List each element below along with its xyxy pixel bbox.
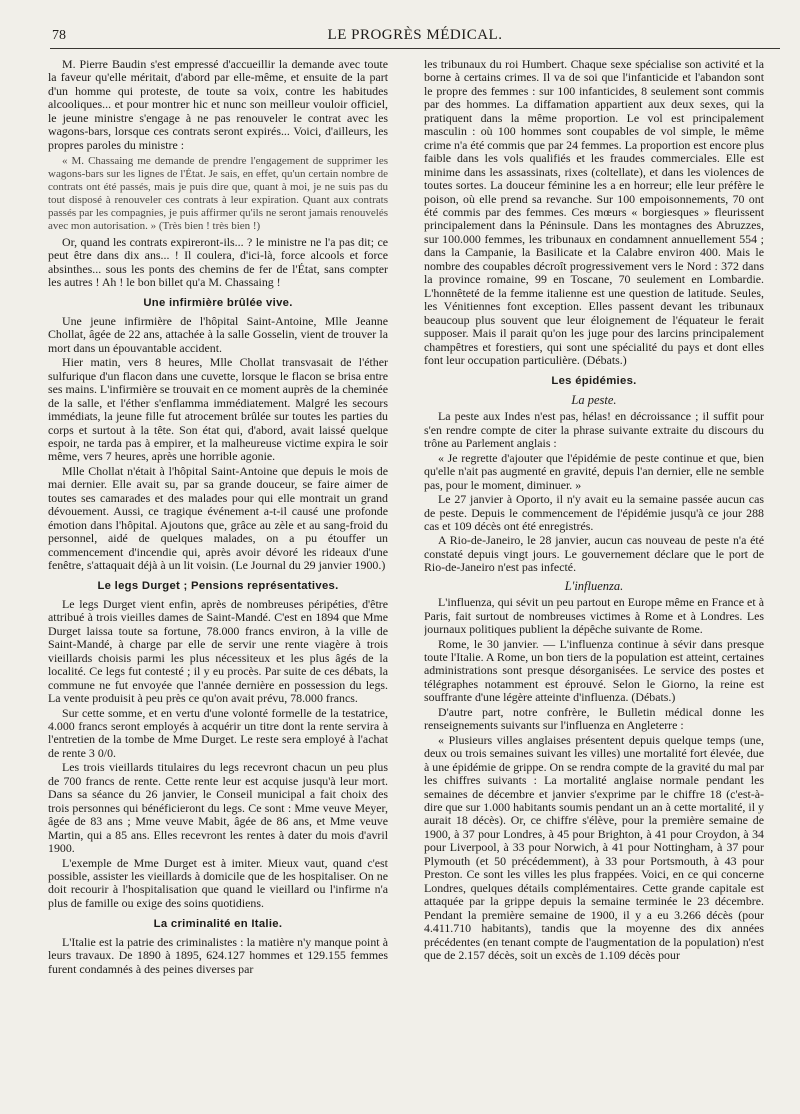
paragraph: les tribunaux du roi Humbert. Chaque sexe spécialise son activité et la borne à certains crimes. Il va de soi que l'infanticide et l'abandon sont le propre des femmes : sur 100 infanticides, 8 seulement sont commis par des hommes. La diffamation appartient aux deux sexes, qui la pratiquent dans la même proportion. Le vol est principalement masculin : où 100 hommes sont coupables de vol simple, le même crime n'a été commis que par 24 femmes. La proportion est encore plus faible dans les vols qualifiés et les fraudes commerciales. Elle est minime dans les assassinats, rixes (coltellate), et dans les violences de toutes sortes. La douceur féminine les a en horreur; elle leur préfère le poison, où elle prend sa revanche. Sur 100 empoisonnements, 70 ont été commis par des femmes. Ces mœurs « borgiesques » fleurissent principalement dans la Péninsule. Dans les montagnes des Abruzzes, sur 100.000 femmes, les tribunaux en condamnent annuellement 554 ; dans la Campanie, la Basilicate et la Calabre environ 400. Mais le nombre des coupables décroît progressivement vers le Nord : 372 dans la province romaine, 99 en Toscane, 70 seulement en Lombardie. L'honnêteté de la femme italienne est une question de latitude. Seules, les Vénitiennes font exception. Elles passent devant les tribunaux beaucoup plus souvent que leur éloignement de l'équateur le ferait supposer. Mais il parait qu'on les juge pour des larcins principalement champêtres et forestiers, qui sont une spécialité du pays et dont elles font leur occupation particulière. (Débats.) <box>424 58 764 367</box>
right-column <box>424 58 764 1098</box>
paragraph: L'influenza, qui sévit un peu partout en Europe même en France et à Paris, fait surtout de nombreuses victimes à Rome et à Londres. Les journaux politiques publient la dépêche suivante de Rome. <box>424 595 764 637</box>
page-header <box>50 26 780 49</box>
paragraph: Une jeune infirmière de l'hôpital Saint-Antoine, Mlle Jeanne Chollat, âgée de 22 ans, attachée à la salle Gosselin, vient de trouver la mort dans un épouvantable accident. <box>48 313 388 355</box>
paragraph: « Plusieurs villes anglaises présentent depuis quelque temps (une, deux ou trois semaines suivant les villes) une mortalité fort élevée, due à une épidémie de grippe. On se rendra compte de la gravité du mal par les chiffres suivants : La mortalité anglaise normale pendant les semaines de décembre et janvier s'exprime par le chiffre 18 (c'est-à-dire que sur 1.000 habitants soumis pendant un an à cette mortalité, il y aurait 18 décès). Or, ce chiffre s'élève, pour la première semaine de 1900, à 37 pour Londres, à 45 pour Brighton, à 41 pour Croydon, à 34 pour Liverpool, à 33 pour Norwich, à 41 pour Nottingham, à 37 pour Plymouth (et 50 précédemment), à 33 pour Portsmouth, à 43 pour Preston. Ce sont les villes les plus frappées. Voici, en ce qui concerne Londres, quelques détails complémentaires. Cette grande capitale est attaquée par la grippe depuis la semaine terminée le 23 décembre. Pendant la première semaine de 1900, il y a eu 3.266 décès (pour 4.411.710 habitants), tandis que la moyenne des dix années précédentes (en tenant compte de l'augmentation de la population) n'est que de 2.157 décès, soit un excès de 1.109 décès pour <box>424 732 764 962</box>
paragraph: Or, quand les contrats expireront-ils... ? le ministre ne l'a pas dit; ce peut être dans dix ans... ! Il coulera, d'ici-là, force alcools et force absinthes... sous les ponts des chemins de fer de l'État, sans compter les autres ! Ah ! le bon billet qu'a M. Chassaing ! <box>48 234 388 289</box>
paragraph: Mlle Chollat n'était à l'hôpital Saint-Antoine que depuis le mois de mai dernier. Elle avait su, par sa grande douceur, se faire aimer de toutes ses camarades et des malades pour qui elle montrait un grand dévouement. Aussi, ce tragique événement a-t-il causé une profonde émotion dans l'hôpital. Ajoutons que, grâce au zèle et au sang-froid du personnel, aidé de quelques malades, on a pu étouffer un commencement d'incendie qui, après avoir dévoré les rideaux d'une fenêtre, s'attaquait déjà à un lit voisin. (Le Journal du 29 janvier 1900.) <box>48 463 388 573</box>
left-column <box>48 58 388 1098</box>
paragraph: Sur cette somme, et en vertu d'une volonté formelle de la testatrice, 4.000 francs seront employés à acquérir un titre dont la rente servira à l'entretien de la tombe de Mme Durget. Le reste sera employé à l'achat de rente 3 0/0. <box>48 705 388 760</box>
paragraph: « Je regrette d'ajouter que l'épidémie de peste continue et que, bien qu'elle n'ait pas augmenté en gravité, depuis l'an dernier, elle ne semble pas, pour le moment, diminuer. » <box>424 450 764 492</box>
section-heading: Une infirmière brûlée vive. <box>143 297 293 310</box>
subsection-heading: L'influenza. <box>564 578 624 593</box>
paragraph: Le legs Durget vient enfin, après de nombreuses péripéties, d'être attribué à trois vieilles dames de Saint-Mandé. C'est en 1894 que Mme Durget laissa toute sa fortune, 78.000 francs environ, à la ville de Saint-Mandé, à charge par elle de servir une rente viagère à trois vieillards choisis parmi les plus nécessiteux et les plus âgés de la localité. Ce legs fut contesté ; il y eu procès. Par suite de ces débats, la commune ne fut envoyée que l'année dernière en possession du legs. La vente produisit à peu près ce qu'on avait prévu, 78.000 francs. <box>48 596 388 706</box>
paragraph: A Rio-de-Janeiro, le 28 janvier, aucun cas nouveau de peste n'a été constaté depuis vingt jours. Le gouvernement déclare que le port de Rio-de-Janeiro n'est pas infecté. <box>424 533 764 575</box>
paragraph: Les trois vieillards titulaires du legs recevront chacun un peu plus de 700 francs de rente. Cette rente leur est acquise jusqu'à leur mort. Dans sa séance du 26 janvier, le Conseil municipal a fait choix des trois personnes qui bénéficieront du legs. Ce sont : Mme veuve Meyer, âgée de 83 ans ; Mme veuve Mabit, âgée de 86 ans, et Mme veuve Martin, qui a 85 ans. Elles recevront les rentes à dater du mois d'avril 1900. <box>48 760 388 856</box>
section-heading: Le legs Durget ; Pensions représentatives. <box>97 580 339 593</box>
paragraph: L'Italie est la patrie des criminalistes : la matière n'y manque point à leurs travaux. De 1890 à 1895, 624.127 hommes et 129.155 femmes furent condamnés à des peines diverses par <box>48 934 388 976</box>
paragraph: Rome, le 30 janvier. — L'influenza continue à sévir dans presque toute l'Italie. A Rome, un bon tiers de la population est atteint, certaines administrations sont presque désorganisées. Le service des postes et télégraphes notamment est éprouvé. Selon le Giorno, la reine est souffrante d'une légère atteinte d'influenza. (Débats.) <box>424 636 764 705</box>
paragraph: La peste aux Indes n'est pas, hélas! en décroissance ; il suffit pour s'en rendre compte de citer la phrase suivante extraite du discours du trône au Parlement anglais : <box>424 409 764 451</box>
paragraph: L'exemple de Mme Durget est à imiter. Mieux vaut, quand c'est possible, assister les vieillards à domicile que de les hospitaliser. On ne doit recourir à l'hospitalisation que quand le vieillard ou l'infirme n'a plus de famille ou exige des soins quotidiens. <box>48 855 388 910</box>
paragraph: Hier matin, vers 8 heures, Mlle Chollat transvasait de l'éther sulfurique d'un flacon dans une cuvette, lorsque le flacon se brisa entre ses mains. L'infirmière se trouvait en ce moment auprès de la cheminée de la salle, et l'éther s'enflamma immédiatement. Malgré les secours immédiats, la jeune fille fut atrocement brûlée sur toutes les parties du corps et surtout à la tête. Son état qui, d'abord, avait laissé quelque espoir, ne tarda pas à empirer, et la malheureuse victime expira le soir même, vers 7 heures, après une horrible agonie. <box>48 355 388 464</box>
paragraph: D'autre part, notre confrère, le Bulletin médical donne les renseignements suivants sur l'influenza en Angleterre : <box>424 704 764 733</box>
section-heading: La criminalité en Italie. <box>153 918 283 931</box>
paragraph: M. Pierre Baudin s'est empressé d'accueillir la demande avec toute la faveur qu'elle méritait, d'abord par elle-même, et ensuite de la part d'un homme qui proteste, de toute sa voix, contre les habitudes alcooliques... et pour montrer hic et nunc son meilleur vouloir officiel, le jeune ministre s'engage à ne pas renouveler le contrat avec les wagons-bars, lorsque ces contrats seront expirés... Voici, d'ailleurs, les propres paroles du ministre : <box>48 58 388 152</box>
section-heading: Les épidémies. <box>551 375 637 388</box>
quoted-paragraph: « M. Chassaing me demande de prendre l'engagement de supprimer les wagons-bars sur les lignes de l'État. Je sais, en effet, qu'un certain nombre de contrats ont été passés, mais je puis dire que, quant à moi, je ne suis pas du tout disposé à renouveler ces contrats à leur expiration. Quant aux contrats passés par les compagnies, je puis affirmer qu'ils ne seront jamais renouvelés avec mon autorisation. » (Très bien ! très bien !) <box>48 155 388 232</box>
subsection-heading: La peste. <box>571 392 617 407</box>
paragraph: Le 27 janvier à Oporto, il n'y avait eu la semaine passée aucun cas de peste. Depuis le commencement de l'épidémie jusqu'à ce jour 288 cas et 109 décès ont été enregistrés. <box>424 492 764 533</box>
page-number: 78 <box>52 28 66 43</box>
running-title: LE PROGRÈS MÉDICAL. <box>327 27 503 43</box>
